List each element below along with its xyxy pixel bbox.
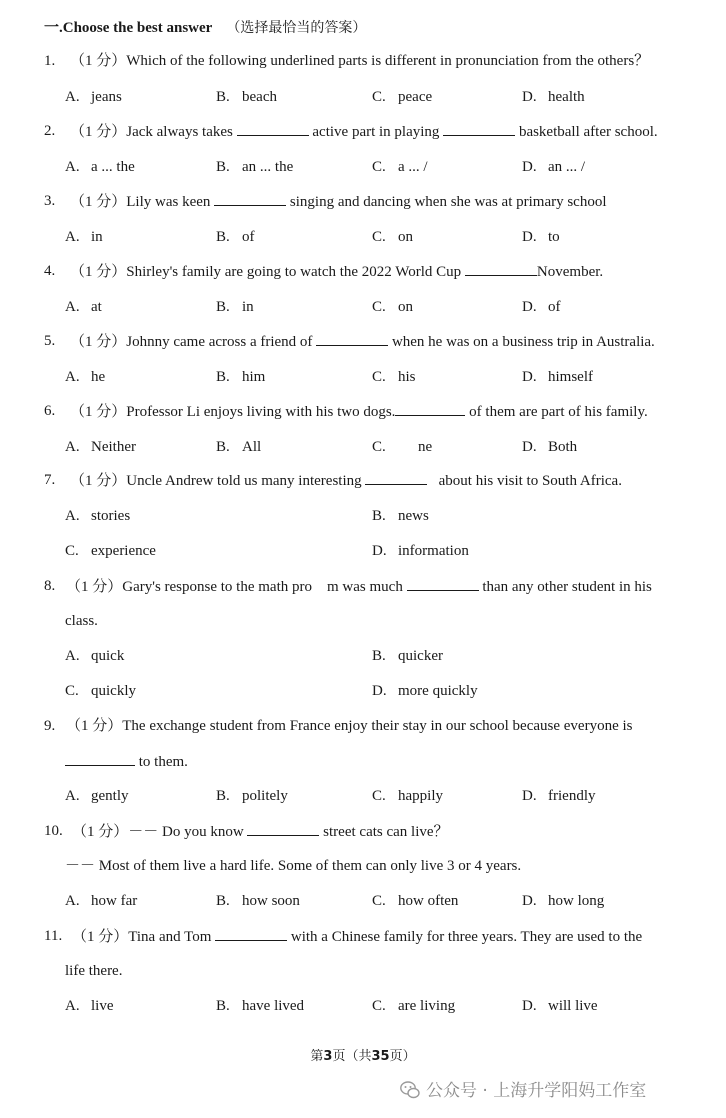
question-number: 10.: [44, 823, 63, 839]
option-value: experience: [91, 543, 156, 559]
option-c[interactable]: C. are living: [372, 998, 456, 1014]
option-b[interactable]: B. beach: [216, 89, 277, 105]
option-d[interactable]: D. will live: [522, 998, 598, 1014]
question-text: （1 分）Johnny came across a friend of: [70, 334, 313, 350]
option-d[interactable]: D. friendly: [522, 788, 596, 804]
option-value: how soon: [242, 893, 300, 909]
option-b[interactable]: B. quicker: [372, 648, 443, 664]
option-d[interactable]: D. health: [522, 89, 585, 105]
option-c[interactable]: C. experience: [65, 543, 156, 559]
option-value: his: [398, 369, 416, 385]
option-value: politely: [242, 788, 288, 804]
option-value: more quickly: [398, 683, 478, 699]
question-text: （1 分）The exchange student from France enjoy their stay in our school because everyone is: [66, 718, 633, 734]
option-value: of: [548, 299, 561, 315]
option-b[interactable]: B. politely: [216, 788, 288, 804]
answer-blank[interactable]: [407, 576, 479, 591]
question-number: 8.: [44, 578, 56, 594]
option-value: news: [398, 508, 429, 524]
option-value: beach: [242, 89, 277, 105]
option-value: an ... /: [548, 159, 586, 175]
question-number: 9.: [44, 718, 56, 734]
option-d[interactable]: D. an ... /: [522, 159, 586, 175]
option-value: information: [398, 543, 469, 559]
page-total: 35: [371, 1049, 390, 1064]
question-number: 11.: [44, 928, 63, 944]
answer-blank[interactable]: [395, 401, 465, 416]
answer-blank[interactable]: [237, 121, 309, 136]
option-value: Both: [548, 439, 578, 455]
option-value: how often: [398, 893, 459, 909]
watermark: [400, 1076, 646, 1101]
option-b[interactable]: B. news: [372, 508, 429, 524]
option-value: have lived: [242, 998, 305, 1014]
option-b[interactable]: B. in: [216, 299, 254, 315]
option-value: on: [398, 299, 413, 315]
option-value: how far: [91, 893, 138, 909]
option-value: peace: [398, 89, 433, 105]
option-a[interactable]: A. Neither: [65, 439, 136, 455]
option-value: he: [91, 369, 106, 385]
option-value: stories: [91, 508, 131, 524]
option-value: to: [548, 229, 560, 245]
option-b[interactable]: B. an ... the: [216, 159, 294, 175]
option-c[interactable]: C. his: [372, 369, 416, 385]
question-text: （1 分）Jack always takes: [70, 124, 233, 140]
question-number: 5.: [44, 333, 56, 349]
option-c[interactable]: C. a ... /: [372, 159, 428, 175]
option-a[interactable]: A. gently: [65, 788, 129, 804]
answer-blank[interactable]: [443, 121, 515, 136]
wechat-icon: [400, 1081, 420, 1099]
question-text: （1 分）Tina and Tom: [72, 929, 212, 945]
option-value: a ... /: [398, 159, 428, 175]
option-value: of: [242, 229, 255, 245]
option-value: himself: [548, 369, 593, 385]
option-value: ne: [418, 439, 433, 455]
option-a[interactable]: A. how far: [65, 893, 138, 909]
option-b[interactable]: B. him: [216, 369, 266, 385]
option-c[interactable]: C. how often: [372, 893, 459, 909]
option-value: a ... the: [91, 159, 135, 175]
question-text: basketball after school.: [518, 124, 658, 140]
question-number: 4.: [44, 263, 56, 279]
option-d[interactable]: D. himself: [522, 369, 593, 385]
option-a[interactable]: A. quick: [65, 648, 125, 664]
option-a[interactable]: A. in: [65, 229, 103, 245]
answer-blank[interactable]: [465, 261, 537, 276]
page-number: 3: [323, 1049, 333, 1064]
option-a[interactable]: A. he: [65, 369, 106, 385]
option-value: on: [398, 229, 413, 245]
option-b[interactable]: B. have lived: [216, 998, 305, 1014]
question-text: （1 分）Lily was keen: [70, 194, 211, 210]
option-value: All: [242, 439, 262, 455]
option-value: gently: [91, 788, 129, 804]
option-value: an ... the: [242, 159, 294, 175]
option-a[interactable]: A. stories: [65, 508, 131, 524]
answer-blank[interactable]: [247, 821, 319, 836]
option-value: quickly: [91, 683, 136, 699]
option-value: quicker: [398, 648, 443, 664]
option-value: happily: [398, 788, 443, 804]
option-value: jeans: [91, 89, 122, 105]
question-text: （1 分）Gary's response to the math pro: [66, 579, 312, 595]
question-text: （1 分）Shirley's family are going to watch the 2022 World Cup: [70, 264, 462, 280]
option-value: friendly: [548, 788, 596, 804]
question-number: 6.: [44, 403, 56, 419]
option-b[interactable]: B. All: [216, 439, 262, 455]
option-d[interactable]: D. Both: [522, 439, 578, 455]
question-number: 7.: [44, 472, 56, 488]
option-c[interactable]: C. ne: [372, 439, 433, 455]
question-9-continued: [65, 751, 188, 772]
question-text: （1 分）Uncle Andrew told us many interesting: [70, 473, 362, 489]
question-text: with a Chinese family for three years. They are used to the: [290, 929, 643, 945]
answer-blank[interactable]: [215, 926, 287, 941]
option-c[interactable]: C. on: [372, 299, 413, 315]
option-value: how long: [548, 893, 605, 909]
question-number: 3.: [44, 193, 56, 209]
option-value: health: [548, 89, 585, 105]
question-text: （1 分）Professor Li enjoys living with his two dogs.: [70, 404, 396, 420]
option-value: in: [91, 229, 103, 245]
question-11-continued: life there.: [65, 963, 123, 979]
option-b[interactable]: B. how soon: [216, 893, 300, 909]
answer-blank[interactable]: [214, 191, 286, 206]
question-text: street cats can live？: [323, 824, 449, 840]
question-text: to them.: [138, 754, 188, 770]
watermark-text: 公众号 · 上海升学阳妈工作室: [426, 1081, 647, 1101]
option-value: quick: [91, 648, 125, 664]
section-subtitle: （选择最恰当的答案）: [226, 20, 367, 36]
option-d[interactable]: D. of: [522, 299, 561, 315]
section-title: 一.Choose the best answer: [44, 20, 213, 36]
option-c[interactable]: C. quickly: [65, 683, 136, 699]
question-text: than any other student in his: [482, 579, 652, 595]
answer-blank[interactable]: [65, 751, 135, 766]
option-value: at: [91, 299, 102, 315]
option-a[interactable]: A. jeans: [65, 89, 122, 105]
option-d[interactable]: D. to: [522, 229, 560, 245]
question-10-reply: －－ Most of them live a hard life. Some of them can only live 3 or 4 years.: [65, 858, 522, 874]
question-number: 2.: [44, 123, 56, 139]
page-footer: 第3页（共35页）: [310, 1049, 416, 1064]
answer-blank[interactable]: [316, 331, 388, 346]
option-value: are living: [398, 998, 456, 1014]
option-d[interactable]: D. information: [372, 543, 469, 559]
question-8-continued: class.: [65, 613, 98, 629]
option-d[interactable]: D. more quickly: [372, 683, 478, 699]
question-text: （1 分）Which of the following underlined parts is different in pronunciation from the others？: [70, 53, 650, 69]
question-text: m was much: [327, 579, 403, 595]
option-a[interactable]: A. a ... the: [65, 159, 135, 175]
question-text: about his visit to South Africa.: [438, 473, 622, 489]
option-c[interactable]: C. happily: [372, 788, 443, 804]
answer-blank[interactable]: [365, 470, 427, 485]
option-value: Neither: [91, 439, 136, 455]
question-text: （1 分）－－ Do you know: [72, 824, 244, 840]
option-c[interactable]: C. on: [372, 229, 413, 245]
option-a[interactable]: A. live: [65, 998, 114, 1014]
question-number: 1.: [44, 53, 56, 69]
question-text: November.: [536, 264, 604, 280]
question-text: active part in playing: [312, 124, 440, 140]
option-value: live: [91, 998, 114, 1014]
option-b[interactable]: B. of: [216, 229, 255, 245]
section-heading: [44, 16, 366, 37]
option-value: in: [242, 299, 254, 315]
option-d[interactable]: D. how long: [522, 893, 605, 909]
option-value: will live: [548, 998, 598, 1014]
option-c[interactable]: C. peace: [372, 89, 433, 105]
question-text: singing and dancing when she was at primary school: [289, 194, 607, 210]
option-a[interactable]: A. at: [65, 299, 102, 315]
option-value: him: [242, 369, 266, 385]
question-text: of them are part of his family.: [469, 404, 648, 420]
question-text: when he was on a business trip in Australia.: [391, 334, 655, 350]
